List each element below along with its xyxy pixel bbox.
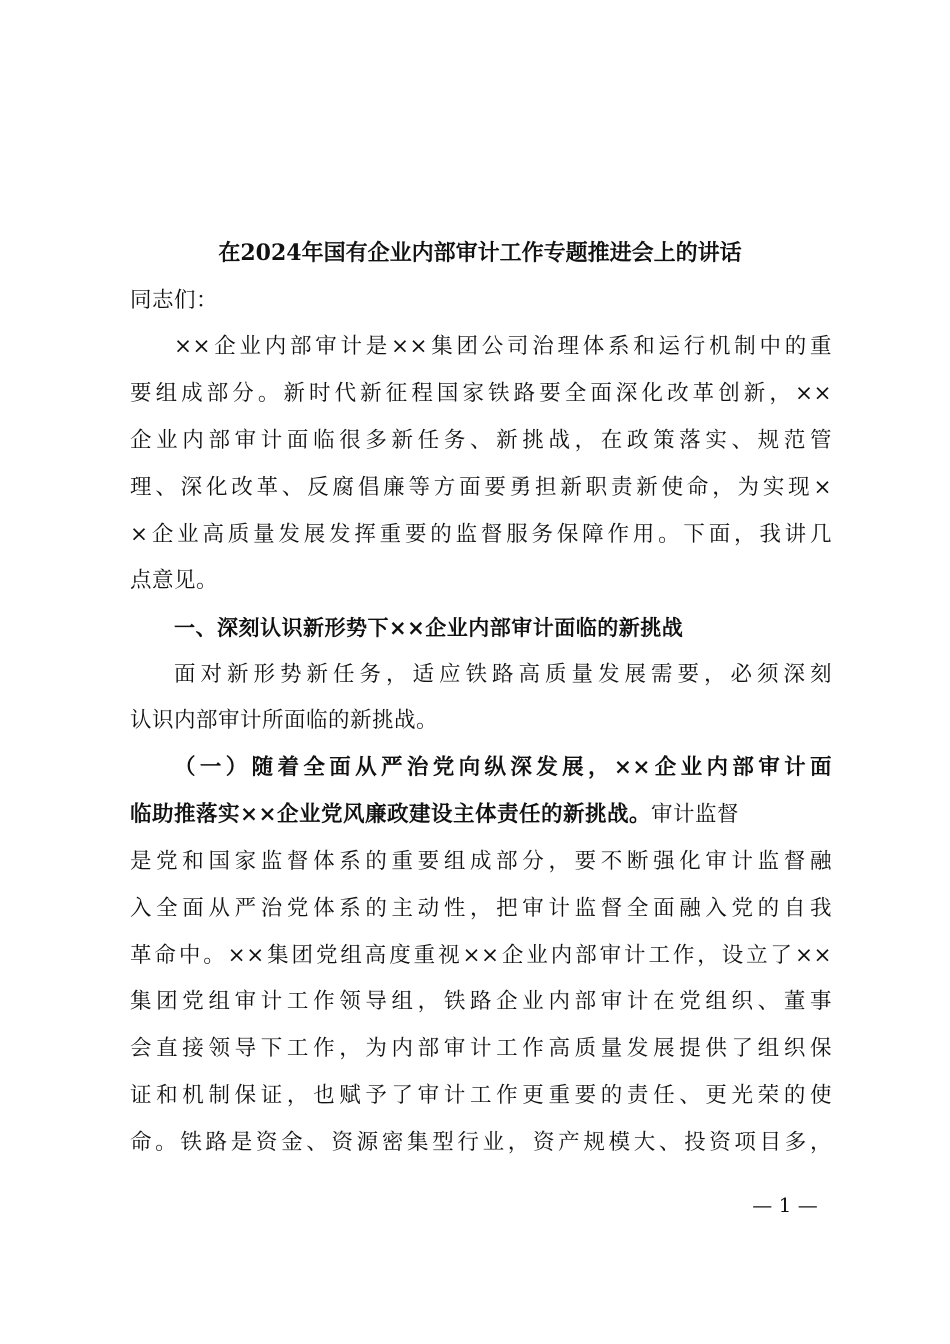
subsection-heading-end: 临助推落实××企业党风廉政建设主体责任的新挑战。 [130, 802, 652, 827]
paragraph-line: 命。铁路是资金、资源密集型行业，资产规模大、投资项目多， [130, 1130, 832, 1155]
paragraph-line: 革命中。××集团党组高度重视××企业内部审计工作，设立了×× [130, 943, 832, 968]
paragraph-text: 审计监督 [651, 802, 740, 827]
subsection-heading-continued [130, 798, 832, 832]
paragraph-line: 要组成部分。新时代新征程国家铁路要全面深化改革创新，×× [130, 381, 832, 406]
salutation: 同志们： [130, 288, 219, 313]
document-title: 在2024年国有企业内部审计工作专题推进会上的讲话 [218, 240, 742, 266]
paragraph-line: 会直接领导下工作，为内部审计工作高质量发展提供了组织保 [130, 1036, 832, 1061]
paragraph-line: 认识内部审计所面临的新挑战。 [130, 708, 439, 733]
section-heading: 一、深刻认识新形势下××企业内部审计面临的新挑战 [174, 616, 684, 640]
paragraph-line: ××企业内部审计是××集团公司治理体系和运行机制中的重 [174, 334, 832, 359]
page-number: — 1 — [752, 1193, 818, 1217]
paragraph-line: 证和机制保证，也赋予了审计工作更重要的责任、更光荣的使 [130, 1083, 832, 1108]
paragraph-line: 理、深化改革、反腐倡廉等方面要勇担新职责新使命，为实现× [130, 475, 832, 500]
paragraph-line: 入全面从严治党体系的主动性，把审计监督全面融入党的自我 [130, 896, 832, 921]
paragraph-line: 企业内部审计面临很多新任务、新挑战，在政策落实、规范管 [130, 428, 832, 453]
paragraph-line: 点意见。 [130, 568, 219, 593]
subsection-heading: （一）随着全面从严治党向纵深发展，××企业内部审计面 [174, 755, 832, 780]
paragraph-line: 面对新形势新任务，适应铁路高质量发展需要，必须深刻 [174, 662, 832, 687]
paragraph-line: 集团党组审计工作领导组，铁路企业内部审计在党组织、董事 [130, 989, 832, 1014]
paragraph-line: ×企业高质量发展发挥重要的监督服务保障作用。下面，我讲几 [130, 522, 832, 547]
paragraph-line: 是党和国家监督体系的重要组成部分，要不断强化审计监督融 [130, 849, 832, 874]
